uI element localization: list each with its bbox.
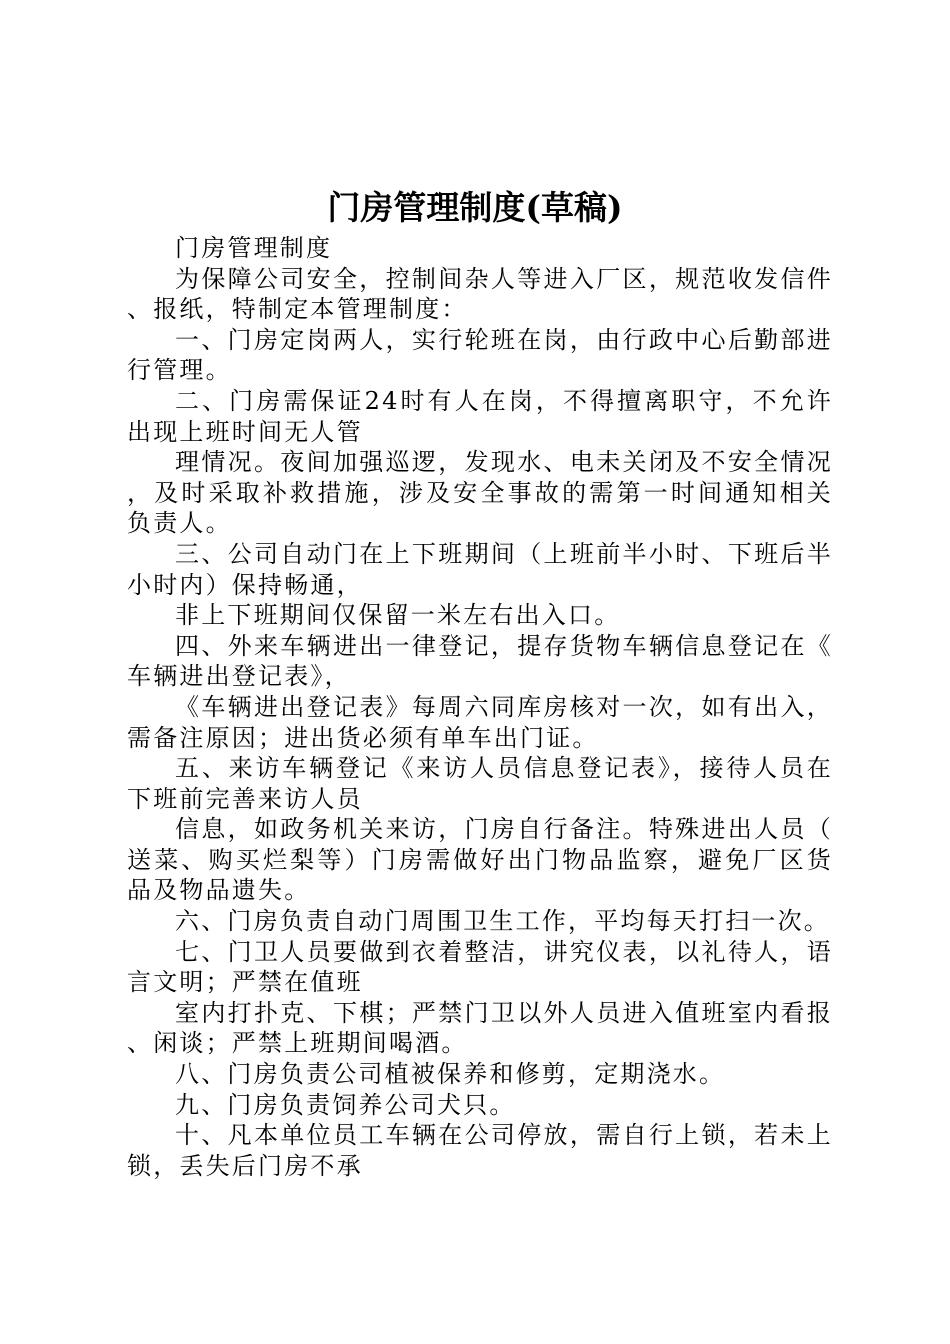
document-body xyxy=(127,233,833,1181)
paragraph: 十、凡本单位员工车辆在公司停放，需自行上锁，若未上锁，丢失后门房不承 xyxy=(127,1121,833,1180)
paragraph: 五、来访车辆登记《来访人员信息登记表》，接待人员在下班前完善来访人员 xyxy=(127,754,833,813)
paragraph: 七、门卫人员要做到衣着整洁，讲究仪表，以礼待人，语言文明；严禁在值班 xyxy=(127,937,833,997)
paragraph: 门房管理制度 xyxy=(175,234,333,262)
paragraph: 六、门房负责自动门周围卫生工作，平均每天打扫一次。 xyxy=(175,907,830,936)
paragraph: 四、外来车辆进出一律登记，提存货物车辆信息登记在《车辆进出登记表》， xyxy=(127,631,833,691)
paragraph: 二、门房需保证24时有人在岗，不得擅离职守，不允许出现上班时间无人管 xyxy=(127,386,833,446)
document-title: 门房管理制度(草稿) xyxy=(327,188,623,227)
paragraph: 《车辆进出登记表》每周六同库房核对一次，如有出入，需备注原因；进出货必须有单车出门证。 xyxy=(127,692,833,752)
paragraph: 九、门房负责饲养公司犬只。 xyxy=(175,1090,516,1119)
paragraph: 非上下班期间仅保留一米左右出入口。 xyxy=(175,601,621,630)
paragraph: 室内打扑克、下棋；严禁门卫以外人员进入值班室内看报、闲谈；严禁上班期间喝酒。 xyxy=(127,998,833,1058)
paragraph: 八、门房负责公司植被保养和修剪，定期浇水。 xyxy=(175,1060,726,1089)
paragraph: 三、公司自动门在上下班期间（上班前半小时、下班后半小时内）保持畅通， xyxy=(127,539,833,599)
paragraph: 理情况。夜间加强巡逻，发现水、电未关闭及不安全情况，及时采取补救措施，涉及安全事故的需第一时间通知相关负责人。 xyxy=(127,448,833,538)
paragraph: 为保障公司安全，控制间杂人等进入厂区，规范收发信件、报纸，特制定本管理制度： xyxy=(127,264,833,324)
paragraph: 一、门房定岗两人，实行轮班在岗，由行政中心后勤部进行管理。 xyxy=(127,325,833,385)
paragraph: 信息，如政务机关来访，门房自行备注。特殊进出人员（送菜、购买烂梨等）门房需做好出门物品监察，避免厂区货品及物品遗失。 xyxy=(127,815,833,905)
